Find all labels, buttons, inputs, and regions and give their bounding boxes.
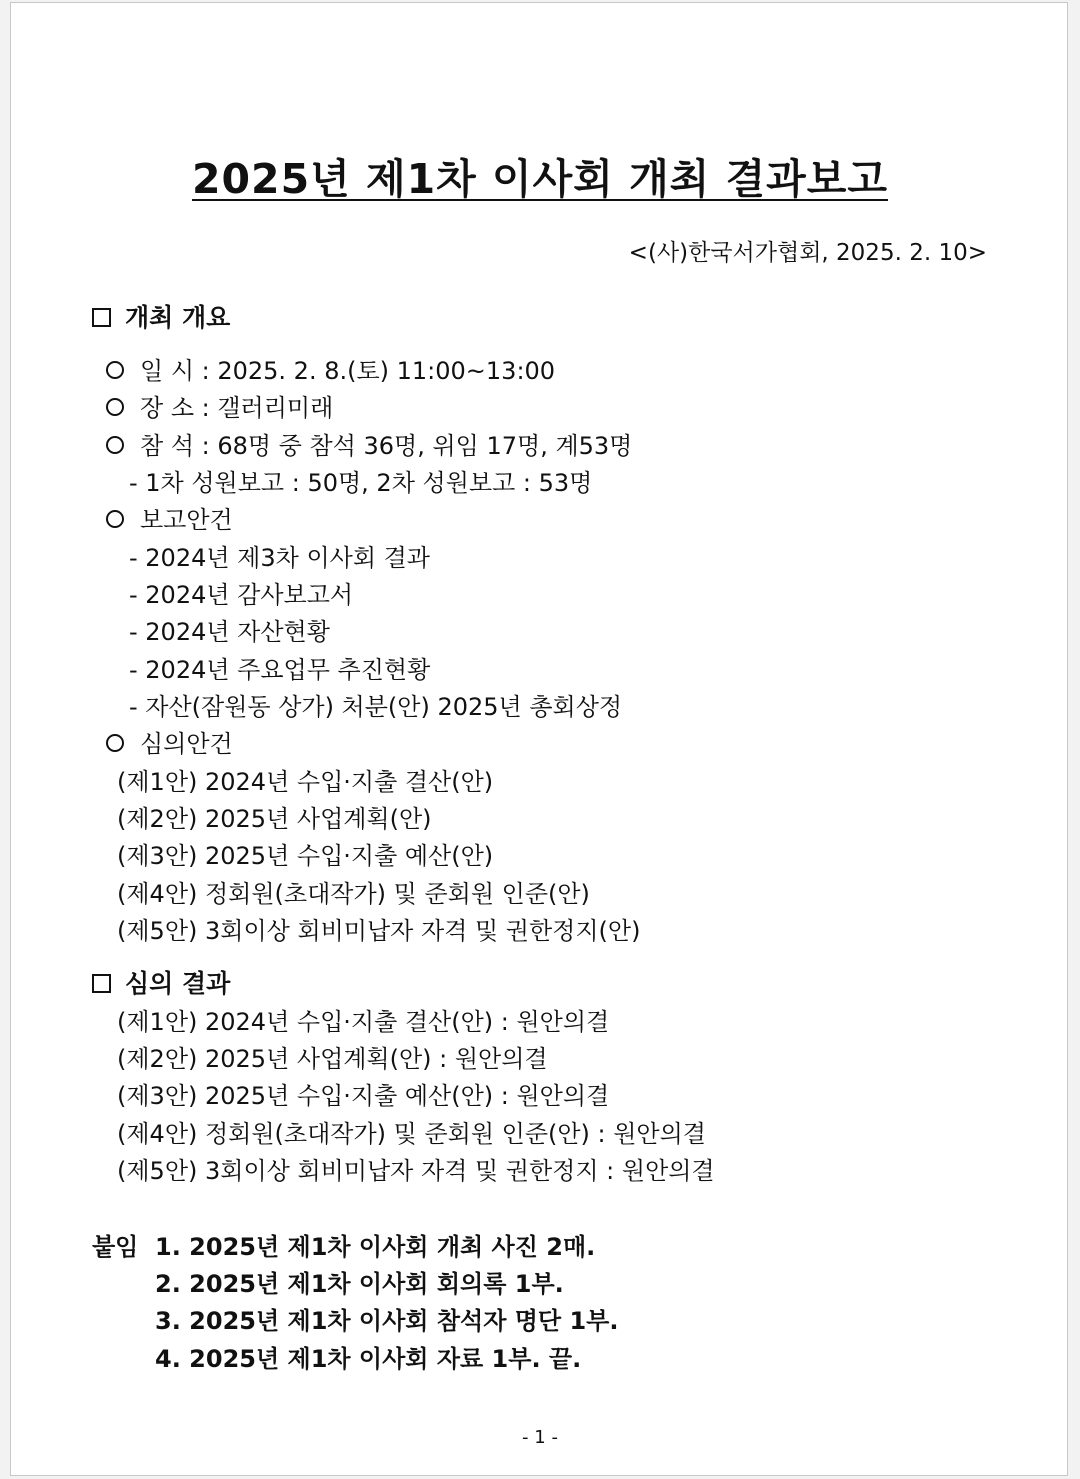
attachment-item: 3. 2025년 제1차 이사회 참석자 명단 1부. bbox=[155, 1307, 619, 1335]
page-number: - 1 - bbox=[522, 1427, 558, 1448]
result-item: (제5안) 3회이상 회비미납자 자격 및 권한정지 : 원안의결 bbox=[117, 1157, 715, 1185]
overview-attendance: 참 석 : 68명 중 참석 36명, 위임 17명, 계53명 bbox=[106, 431, 632, 461]
attachment-item: 1. 2025년 제1차 이사회 개최 사진 2매. bbox=[155, 1233, 596, 1261]
circle-bullet-icon bbox=[106, 436, 124, 454]
deliberation-item: (제4안) 정회원(초대작가) 및 준회원 인준(안) bbox=[117, 880, 590, 908]
organization-date: <(사)한국서가협회, 2025. 2. 10> bbox=[628, 240, 987, 266]
circle-bullet-icon bbox=[106, 734, 124, 752]
deliberation-agenda-heading: 심의안건 bbox=[106, 729, 233, 759]
section-results-heading: 심의 결과 bbox=[92, 969, 230, 999]
result-item: (제1안) 2024년 수입·지출 결산(안) : 원안의결 bbox=[117, 1008, 610, 1036]
report-item: - 2024년 자산현황 bbox=[129, 618, 330, 646]
circle-bullet-icon bbox=[106, 361, 124, 379]
attachment-label: 붙임 bbox=[92, 1233, 139, 1261]
circle-bullet-icon bbox=[106, 398, 124, 416]
deliberation-item: (제5안) 3회이상 회비미납자 자격 및 권한정지(안) bbox=[117, 917, 641, 945]
deliberation-item: (제1안) 2024년 수입·지출 결산(안) bbox=[117, 768, 494, 796]
overview-quorum: - 1차 성원보고 : 50명, 2차 성원보고 : 53명 bbox=[129, 469, 593, 497]
report-item: - 자산(잠원동 상가) 처분(안) 2025년 총회상정 bbox=[129, 693, 623, 721]
attachment-item: 2. 2025년 제1차 이사회 회의록 1부. bbox=[155, 1270, 564, 1298]
report-item: - 2024년 감사보고서 bbox=[129, 581, 354, 609]
result-item: (제3안) 2025년 수입·지출 예산(안) : 원안의결 bbox=[117, 1082, 610, 1110]
section-overview-heading: 개최 개요 bbox=[92, 303, 230, 333]
report-item: - 2024년 주요업무 추진현황 bbox=[129, 656, 431, 684]
document-page bbox=[10, 2, 1068, 1476]
circle-bullet-icon bbox=[106, 510, 124, 528]
attachment-item: 4. 2025년 제1차 이사회 자료 1부. 끝. bbox=[155, 1345, 582, 1373]
result-item: (제4안) 정회원(초대작가) 및 준회원 인준(안) : 원안의결 bbox=[117, 1120, 706, 1148]
checkbox-square-icon bbox=[92, 308, 111, 327]
deliberation-item: (제2안) 2025년 사업계획(안) bbox=[117, 805, 432, 833]
checkbox-square-icon bbox=[92, 974, 111, 993]
report-item: - 2024년 제3차 이사회 결과 bbox=[129, 544, 430, 572]
deliberation-item: (제3안) 2025년 수입·지출 예산(안) bbox=[117, 842, 494, 870]
overview-place: 장 소 : 갤러리미래 bbox=[106, 393, 333, 423]
result-item: (제2안) 2025년 사업계획(안) : 원안의결 bbox=[117, 1045, 548, 1073]
document-title: 2025년 제1차 이사회 개최 결과보고 bbox=[191, 155, 888, 203]
overview-date: 일 시 : 2025. 2. 8.(토) 11:00~13:00 bbox=[106, 356, 555, 386]
report-agenda-heading: 보고안건 bbox=[106, 505, 233, 535]
